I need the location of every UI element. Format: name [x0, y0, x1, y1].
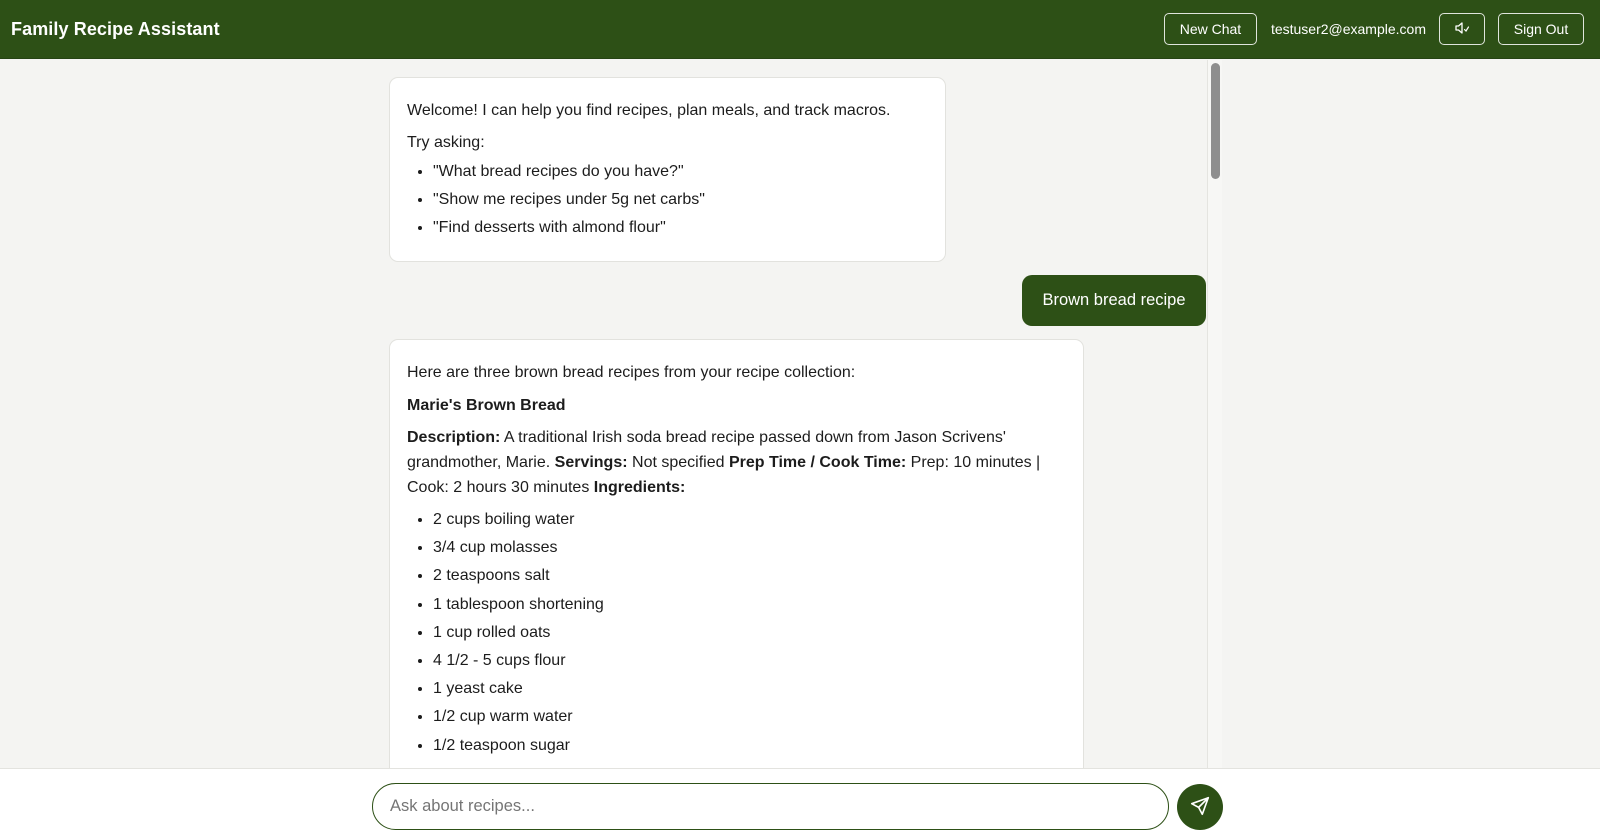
user-email: testuser2@example.com: [1270, 21, 1426, 37]
app-header: [0, 0, 1600, 59]
app-title: Family Recipe Assistant: [11, 18, 220, 39]
scrollbar-thumb[interactable]: [1211, 63, 1220, 179]
welcome-intro: Welcome! I can help you find recipes, plan meals, and track macros.: [407, 102, 891, 119]
suggestion-item: • "What bread recipes do you have?": [433, 158, 928, 186]
audio-toggle-button[interactable]: [1439, 13, 1485, 45]
ingredient-item: • 2 teaspoons salt: [433, 562, 1066, 590]
ingredient-list: [407, 506, 1066, 760]
description-text: A traditional Irish soda bread recipe passed down from Jason Scrivens' grandmother, Marie.: [407, 429, 1006, 471]
recipe-title: Marie's Brown Bread: [407, 397, 566, 414]
new-chat-button[interactable]: New Chat: [1164, 13, 1257, 45]
suggestion-item: • "Show me recipes under 5g net carbs": [433, 186, 928, 214]
send-icon: [1189, 795, 1211, 820]
speaker-icon: [1454, 21, 1470, 38]
servings-label: Servings:: [554, 454, 628, 471]
suggestion-list: [407, 158, 928, 242]
assistant-response-message: [389, 339, 1084, 768]
ingredient-item: • 4 1/2 - 5 cups flour: [433, 647, 1066, 675]
header-actions: [1164, 13, 1584, 45]
ingredient-item: • 1/2 teaspoon sugar: [433, 732, 1066, 760]
chat-scrollbar[interactable]: [1207, 60, 1222, 768]
try-asking-label: Try asking:: [407, 134, 485, 151]
ingredient-item: • 1 tablespoon shortening: [433, 591, 1066, 619]
time-label: Prep Time / Cook Time:: [728, 454, 907, 471]
ingredient-item: • 3/4 cup molasses: [433, 534, 1066, 562]
suggestion-item: • "Find desserts with almond flour": [433, 214, 928, 242]
user-message: Brown bread recipe: [1022, 275, 1206, 326]
ingredient-item: • 2 cups boiling water: [433, 506, 1066, 534]
time-text: Prep: 10 minutes | Cook: 2 hours 30 minutes: [407, 454, 1041, 496]
recipe-details: [407, 425, 1066, 500]
servings-text: Not specified: [632, 454, 725, 471]
send-button[interactable]: [1177, 784, 1223, 830]
chat-input[interactable]: [372, 783, 1169, 830]
composer-bar: [0, 768, 1600, 840]
ingredient-item: • 1 cup rolled oats: [433, 619, 1066, 647]
ingredient-item: • 1 yeast cake: [433, 675, 1066, 703]
chat-messages[interactable]: [0, 60, 1600, 768]
description-label: Description:: [407, 429, 501, 446]
ingredients-label: Ingredients:: [593, 479, 686, 496]
ingredient-item: • 1/2 cup warm water: [433, 703, 1066, 731]
sign-out-button[interactable]: Sign Out: [1498, 13, 1584, 45]
response-intro: Here are three brown bread recipes from your recipe collection:: [407, 364, 856, 381]
assistant-welcome-message: [389, 77, 946, 262]
